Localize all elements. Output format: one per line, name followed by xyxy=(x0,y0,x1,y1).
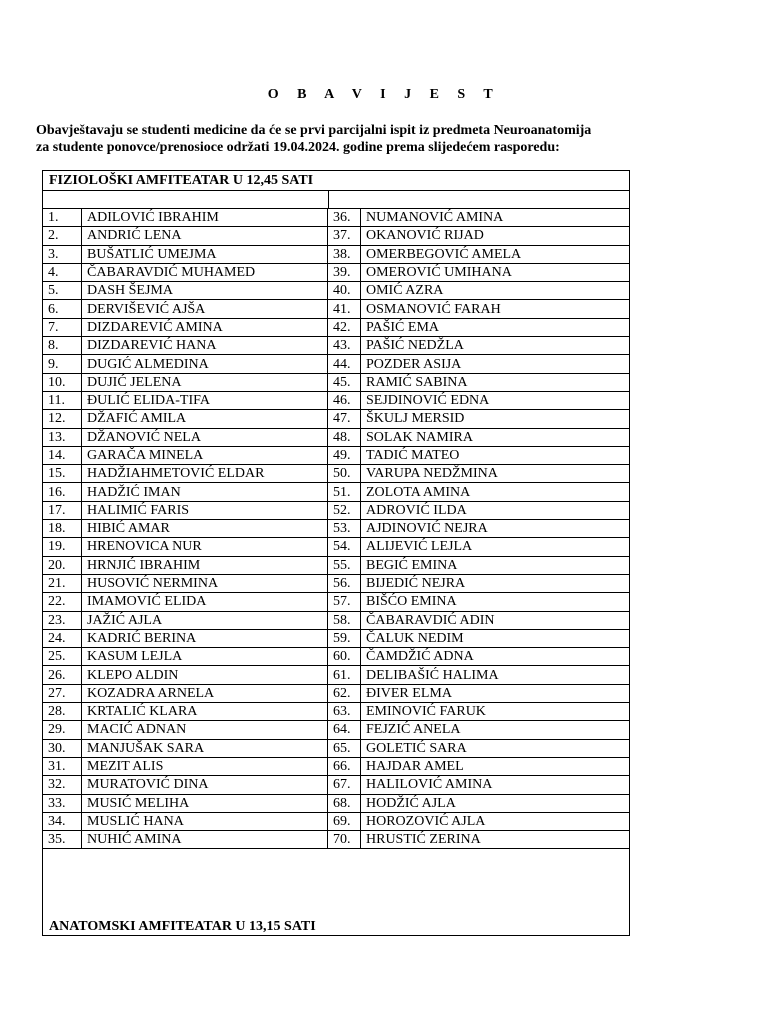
student-number: 60. xyxy=(328,648,361,666)
student-number: 32. xyxy=(43,776,82,794)
student-name: EMINOVIĆ FARUK xyxy=(361,703,630,721)
student-name: DERVIŠEVIĆ AJŠA xyxy=(82,300,328,318)
student-name: MACIĆ ADNAN xyxy=(82,721,328,739)
student-name: KLEPO ALDIN xyxy=(82,666,328,684)
student-name: OSMANOVIĆ FARAH xyxy=(361,300,630,318)
notice-title: O B A V I J E S T xyxy=(267,87,501,102)
student-name: HOROZOVIĆ AJLA xyxy=(361,812,630,830)
student-name: ADROVIĆ ILDA xyxy=(361,501,630,519)
student-number: 28. xyxy=(43,703,82,721)
student-name: DŽANOVIĆ NELA xyxy=(82,428,328,446)
section-heading-fiziolski: FIZIOLOŠKI AMFITEATAR U 12,45 SATI xyxy=(43,171,629,191)
student-number: 52. xyxy=(328,501,361,519)
student-name: DASH ŠEJMA xyxy=(82,282,328,300)
student-number: 42. xyxy=(328,318,361,336)
student-name: HRNJIĆ IBRAHIM xyxy=(82,556,328,574)
student-number: 6. xyxy=(43,300,82,318)
student-number: 27. xyxy=(43,684,82,702)
student-number: 12. xyxy=(43,410,82,428)
table-row xyxy=(43,520,629,538)
roster-body xyxy=(43,209,629,849)
student-number: 40. xyxy=(328,282,361,300)
student-name: MUSLIĆ HANA xyxy=(82,812,328,830)
table-row xyxy=(43,684,629,702)
student-name: BIJEDIĆ NEJRA xyxy=(361,574,630,592)
table-row xyxy=(43,355,629,373)
student-number: 5. xyxy=(43,282,82,300)
student-name: BUŠATLIĆ UMEJMA xyxy=(82,245,328,263)
student-name: ALIJEVIĆ LEJLA xyxy=(361,538,630,556)
table-row xyxy=(43,666,629,684)
student-number: 17. xyxy=(43,501,82,519)
table-row xyxy=(43,556,629,574)
student-number: 30. xyxy=(43,739,82,757)
student-name: HALIMIĆ FARIS xyxy=(82,501,328,519)
student-name: JAŽIĆ AJLA xyxy=(82,611,328,629)
student-name: FEJZIĆ ANELA xyxy=(361,721,630,739)
student-number: 24. xyxy=(43,629,82,647)
student-name: ČALUK NEDIM xyxy=(361,629,630,647)
student-number: 53. xyxy=(328,520,361,538)
student-number: 48. xyxy=(328,428,361,446)
table-row xyxy=(43,263,629,281)
student-name: HRUSTIĆ ZERINA xyxy=(361,831,630,849)
table-row xyxy=(43,282,629,300)
student-name: IMAMOVIĆ ELIDA xyxy=(82,593,328,611)
table-row xyxy=(43,410,629,428)
student-number: 61. xyxy=(328,666,361,684)
student-number: 45. xyxy=(328,373,361,391)
table-row xyxy=(43,300,629,318)
student-number: 23. xyxy=(43,611,82,629)
student-name: OMEROVIĆ UMIHANA xyxy=(361,263,630,281)
student-name: DŽAFIĆ AMILA xyxy=(82,410,328,428)
student-name: POZDER ASIJA xyxy=(361,355,630,373)
student-number: 8. xyxy=(43,337,82,355)
student-number: 15. xyxy=(43,465,82,483)
student-name: DELIBAŠIĆ HALIMA xyxy=(361,666,630,684)
student-name: DIZDAREVIĆ HANA xyxy=(82,337,328,355)
column-divider xyxy=(328,191,329,208)
intro-line-2: za studente ponovce/prenosioce održati 19.04.2024. godine prema slijedećem rasporedu: xyxy=(36,140,560,155)
student-name: ČAMDŽIĆ ADNA xyxy=(361,648,630,666)
table-row xyxy=(43,318,629,336)
student-name: VARUPA NEDŽMINA xyxy=(361,465,630,483)
student-number: 26. xyxy=(43,666,82,684)
table-row xyxy=(43,227,629,245)
student-name: HADŽIĆ IMAN xyxy=(82,483,328,501)
intro-line-1: Obavještavaju se studenti medicine da će se prvi parcijalni ispit iz predmeta Neuroanatomija xyxy=(36,123,592,138)
student-name: HIBIĆ AMAR xyxy=(82,520,328,538)
student-number: 54. xyxy=(328,538,361,556)
student-number: 65. xyxy=(328,739,361,757)
student-number: 44. xyxy=(328,355,361,373)
student-name: RAMIĆ SABINA xyxy=(361,373,630,391)
table-row xyxy=(43,794,629,812)
student-number: 51. xyxy=(328,483,361,501)
table-row xyxy=(43,428,629,446)
student-name: ADILOVIĆ IBRAHIM xyxy=(82,209,328,227)
student-number: 38. xyxy=(328,245,361,263)
table-row xyxy=(43,831,629,849)
student-name: HODŽIĆ AJLA xyxy=(361,794,630,812)
student-name: KOZADRA ARNELA xyxy=(82,684,328,702)
student-number: 3. xyxy=(43,245,82,263)
blank-row xyxy=(43,191,629,209)
student-name: OMIĆ AZRA xyxy=(361,282,630,300)
student-name: OMERBEGOVIĆ AMELA xyxy=(361,245,630,263)
student-number: 10. xyxy=(43,373,82,391)
student-number: 70. xyxy=(328,831,361,849)
table-row xyxy=(43,501,629,519)
table-row xyxy=(43,648,629,666)
table-row xyxy=(43,245,629,263)
student-name: HALILOVIĆ AMINA xyxy=(361,776,630,794)
student-number: 43. xyxy=(328,337,361,355)
student-name: AJDINOVIĆ NEJRA xyxy=(361,520,630,538)
table-row xyxy=(43,812,629,830)
student-name: SEJDINOVIĆ EDNA xyxy=(361,391,630,409)
student-name: NUHIĆ AMINA xyxy=(82,831,328,849)
student-number: 46. xyxy=(328,391,361,409)
student-name: SOLAK NAMIRA xyxy=(361,428,630,446)
student-number: 69. xyxy=(328,812,361,830)
table-row xyxy=(43,703,629,721)
student-name: MUSIĆ MELIHA xyxy=(82,794,328,812)
table-row xyxy=(43,739,629,757)
student-name: OKANOVIĆ RIJAD xyxy=(361,227,630,245)
table-row xyxy=(43,337,629,355)
student-number: 67. xyxy=(328,776,361,794)
student-number: 35. xyxy=(43,831,82,849)
student-name: DUGIĆ ALMEDINA xyxy=(82,355,328,373)
table-row xyxy=(43,757,629,775)
student-name: PAŠIĆ NEDŽLA xyxy=(361,337,630,355)
table-row xyxy=(43,373,629,391)
student-number: 55. xyxy=(328,556,361,574)
student-number: 20. xyxy=(43,556,82,574)
table-row xyxy=(43,721,629,739)
student-name: NUMANOVIĆ AMINA xyxy=(361,209,630,227)
student-number: 16. xyxy=(43,483,82,501)
student-number: 34. xyxy=(43,812,82,830)
student-number: 2. xyxy=(43,227,82,245)
student-number: 56. xyxy=(328,574,361,592)
student-name: ŠKULJ MERSID xyxy=(361,410,630,428)
student-name: BIŠĆO EMINA xyxy=(361,593,630,611)
student-name: ĐIVER ELMA xyxy=(361,684,630,702)
student-name: PAŠIĆ EMA xyxy=(361,318,630,336)
student-number: 47. xyxy=(328,410,361,428)
student-name: ĐULIĆ ELIDA-TIFA xyxy=(82,391,328,409)
table-row xyxy=(43,209,629,227)
student-number: 49. xyxy=(328,446,361,464)
table-row xyxy=(43,391,629,409)
student-name: ANDRIĆ LENA xyxy=(82,227,328,245)
student-name: ČABARAVDIĆ MUHAMED xyxy=(82,263,328,281)
student-number: 18. xyxy=(43,520,82,538)
student-number: 36. xyxy=(328,209,361,227)
student-name: MANJUŠAK SARA xyxy=(82,739,328,757)
student-number: 25. xyxy=(43,648,82,666)
student-name: TADIĆ MATEO xyxy=(361,446,630,464)
student-name: DUJIĆ JELENA xyxy=(82,373,328,391)
section-heading-anatomski: ANATOMSKI AMFITEATAR U 13,15 SATI xyxy=(49,919,316,934)
student-number: 7. xyxy=(43,318,82,336)
student-number: 31. xyxy=(43,757,82,775)
table-row xyxy=(43,611,629,629)
notice-intro xyxy=(36,122,676,156)
student-name: ČABARAVDIĆ ADIN xyxy=(361,611,630,629)
student-name: KRTALIĆ KLARA xyxy=(82,703,328,721)
table-row xyxy=(43,538,629,556)
table-row xyxy=(43,465,629,483)
student-name: GARAČA MINELA xyxy=(82,446,328,464)
student-number: 63. xyxy=(328,703,361,721)
student-name: MURATOVIĆ DINA xyxy=(82,776,328,794)
student-number: 22. xyxy=(43,593,82,611)
student-number: 57. xyxy=(328,593,361,611)
table-row xyxy=(43,776,629,794)
student-number: 13. xyxy=(43,428,82,446)
student-name: KADRIĆ BERINA xyxy=(82,629,328,647)
student-number: 41. xyxy=(328,300,361,318)
student-number: 64. xyxy=(328,721,361,739)
student-number: 39. xyxy=(328,263,361,281)
student-number: 62. xyxy=(328,684,361,702)
student-roster xyxy=(43,209,629,849)
student-number: 19. xyxy=(43,538,82,556)
student-number: 21. xyxy=(43,574,82,592)
student-name: HADŽIAHMETOVIĆ ELDAR xyxy=(82,465,328,483)
student-number: 33. xyxy=(43,794,82,812)
student-number: 68. xyxy=(328,794,361,812)
student-number: 50. xyxy=(328,465,361,483)
student-number: 14. xyxy=(43,446,82,464)
student-name: BEGIĆ EMINA xyxy=(361,556,630,574)
student-name: HUSOVIĆ NERMINA xyxy=(82,574,328,592)
student-number: 9. xyxy=(43,355,82,373)
student-name: KASUM LEJLA xyxy=(82,648,328,666)
table-row xyxy=(43,446,629,464)
student-name: GOLETIĆ SARA xyxy=(361,739,630,757)
student-number: 4. xyxy=(43,263,82,281)
table-row xyxy=(43,483,629,501)
student-number: 58. xyxy=(328,611,361,629)
student-number: 37. xyxy=(328,227,361,245)
table-row xyxy=(43,629,629,647)
table-row xyxy=(43,574,629,592)
student-name: DIZDAREVIĆ AMINA xyxy=(82,318,328,336)
table-row xyxy=(43,593,629,611)
student-name: HRENOVICA NUR xyxy=(82,538,328,556)
student-name: MEZIT ALIS xyxy=(82,757,328,775)
student-number: 66. xyxy=(328,757,361,775)
student-number: 11. xyxy=(43,391,82,409)
schedule-table xyxy=(42,170,630,936)
student-name: ZOLOTA AMINA xyxy=(361,483,630,501)
student-number: 59. xyxy=(328,629,361,647)
student-name: HAJDAR AMEL xyxy=(361,757,630,775)
student-number: 1. xyxy=(43,209,82,227)
student-number: 29. xyxy=(43,721,82,739)
